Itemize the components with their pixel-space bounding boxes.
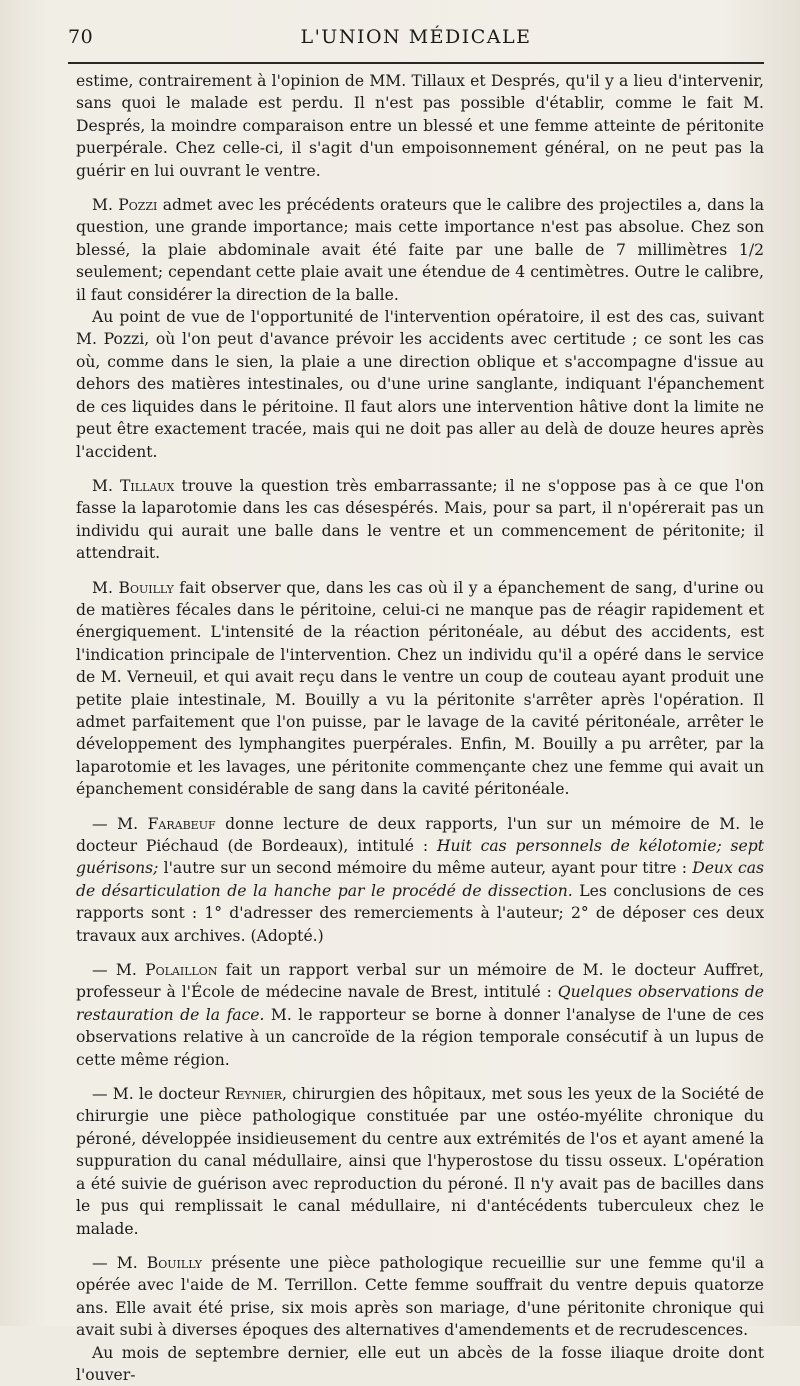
speaker-name: Bouilly xyxy=(118,578,174,597)
speaker-name: Farabeuf xyxy=(147,814,216,833)
paragraph-text: estime, contrairement à l'opinion de MM. Tillaux et Després, qu'il y a lieu d'intervenir, sans quoi le malade est perdu. Il n'est pas possible d'établir, comme le fait M. Després, la moindre comparaison entre un blessé et une femme atteinte de péritonite puerpérale. Chez celle-ci, il s'agit d'un empoisonnement général, on ne peut pas la guérir en lui ouvrant le ventre. xyxy=(76,72,764,180)
paragraph-prefix: — M. le docteur xyxy=(92,1085,225,1104)
paragraph-text: M. le rapporteur se borne à donner l'analyse de l'une de ces observations relative à un cancroïde de la région temporale consécutif à un lupus de cette même région. xyxy=(76,1005,764,1069)
paragraph-text: trouve la question très embarrassante; il ne s'oppose pas à ce que l'on fasse la laparotomie dans les cas désespérés. Mais, pour sa part, il n'opérerait pas un individu qui aurait une balle dans le ventre et un commencement de péritonite; il attendrait. xyxy=(76,476,764,563)
running-head: L'UNION MÉDICALE xyxy=(300,26,532,48)
paragraph-prefix: M. xyxy=(92,196,119,215)
paragraph xyxy=(76,194,764,306)
paragraph xyxy=(76,959,764,1071)
paragraph-prefix: — M. xyxy=(92,814,148,833)
paragraph-text: fait un rapport verbal sur un mémoire de M. le docteur Auffret, professeur à l'École de médecine navale de Brest, intitulé : xyxy=(76,961,765,1002)
cited-title: Quelques observations de restauration de la face. xyxy=(76,983,764,1024)
speaker-name: Tillaux xyxy=(119,476,175,495)
paragraph-prefix: M. xyxy=(92,578,119,597)
paragraph xyxy=(76,306,764,463)
page-header xyxy=(68,22,764,64)
page-number: 70 xyxy=(68,26,94,48)
speaker-name: Reynier xyxy=(224,1085,282,1104)
paragraph xyxy=(76,475,764,565)
paragraph-text: l'autre sur un second mémoire du même auteur, ayant pour titre : xyxy=(158,859,693,878)
paragraph-text: admet avec les précédents orateurs que le calibre des projectiles a, dans la question, une grande importance; mais cette importance n'est pas absolue. Chez son blessé, la plaie abdominale avait été faite par une balle de 7 millimètres 1/2 seulement; cependant cette plaie avait une étendue de 4 centimètres. Outre le calibre, il faut considérer la direction de la balle. xyxy=(76,196,764,304)
paragraph-prefix: M. xyxy=(92,476,120,495)
paragraph xyxy=(76,577,764,801)
paragraph-text: Au point de vue de l'opportunité de l'intervention opératoire, il est des cas, suivant M. Pozzi, où l'on peut d'avance prévoir les accidents avec certitude ; ce sont les cas où, comme dans le sien, la plaie a une direction oblique et s'accompagne d'issue au dehors des matières intestinales, ou d'une urine sanglante, indiquant l'épanchement de ces liquides dans le péritoine. Il faut alors une intervention hâtive dont la limite ne peut être exactement tracée, mais qui ne doit pas aller au delà de douze heures après l'accident. xyxy=(76,308,764,461)
paragraph xyxy=(76,70,764,182)
paragraph-prefix: — M. xyxy=(92,961,146,980)
cited-title: Huit cas personnels de kélotomie; sept guérisons; xyxy=(76,837,765,878)
paragraph xyxy=(76,1252,764,1342)
paragraph-text: fait observer que, dans les cas où il y a épanchement de sang, d'urine ou de matières fécales dans le péritoine, celui-ci ne manque pas de réagir rapidement et énergiquement. L'intensité de la réaction péritonéale, au début des accidents, est l'indication principale de l'intervention. Chez un individu qu'il a opéré dans le service de M. Verneuil, et qui avait reçu dans le ventre un coup de couteau ayant produit une petite plaie intestinale, M. Bouilly a vu la péritonite s'arrêter après l'opération. Il admet parfaitement que l'on puisse, par le lavage de la cavité péritonéale, arrêter le développement des lymphangites puerpérales. Enfin, M. Bouilly a pu arrêter, par la laparotomie et les lavages, une péritonite commençante chez une femme qui avait un épanchement considérable de sang dans la cavité péritonéale. xyxy=(76,578,764,799)
paragraph-text: présente une pièce pathologique recueillie sur une femme qu'il a opérée avec l'aide de M. Terrillon. Cette femme souffrait du ventre depuis quatorze ans. Elle avait été prise, six mois après son mariage, d'une péritonite chronique qui avait subi à diverses époques des alternatives d'amendements et de recrudescences. xyxy=(76,1253,764,1340)
paragraph-text: donne lecture de deux rapports, l'un sur un mémoire de M. le docteur Piéchaud (de Bordeaux), intitulé : xyxy=(76,814,764,855)
speaker-name: Polaillon xyxy=(145,961,218,980)
cited-title: Deux cas de désarticulation de la hanche par le procédé de dissection. xyxy=(76,859,764,900)
speaker-name: Bouilly xyxy=(146,1253,203,1272)
paragraph xyxy=(76,1083,764,1240)
article-body xyxy=(76,70,764,1386)
paragraph-text: Au mois de septembre dernier, elle eut un abcès de la fosse iliaque droite dont l'ouver- xyxy=(76,1343,764,1384)
paragraph xyxy=(76,1342,764,1386)
paragraph-text: Les conclusions de ces rapports sont : 1° d'adresser des remerciements à l'auteur; 2° de déposer ces deux travaux aux archives. (Adopté.) xyxy=(76,881,764,945)
speaker-name: Pozzi xyxy=(118,196,158,215)
paragraph xyxy=(76,813,764,947)
paragraph-text: , chirurgien des hôpitaux, met sous les yeux de la Société de chirurgie une pièce pathologique constituée par une ostéo-myélite chronique du péroné, développée insidieusement du centre aux extrémités de l'os et ayant amené la suppuration du canal médullaire, ainsi que l'hyperostose du tissu osseux. L'opération a été suivie de guérison avec reproduction du péroné. Il n'y avait pas de bacilles dans le pus qui remplissait le canal médullaire, ni d'antécédents tuberculeux chez le malade. xyxy=(76,1085,764,1238)
paragraph-prefix: — M. xyxy=(92,1253,147,1272)
